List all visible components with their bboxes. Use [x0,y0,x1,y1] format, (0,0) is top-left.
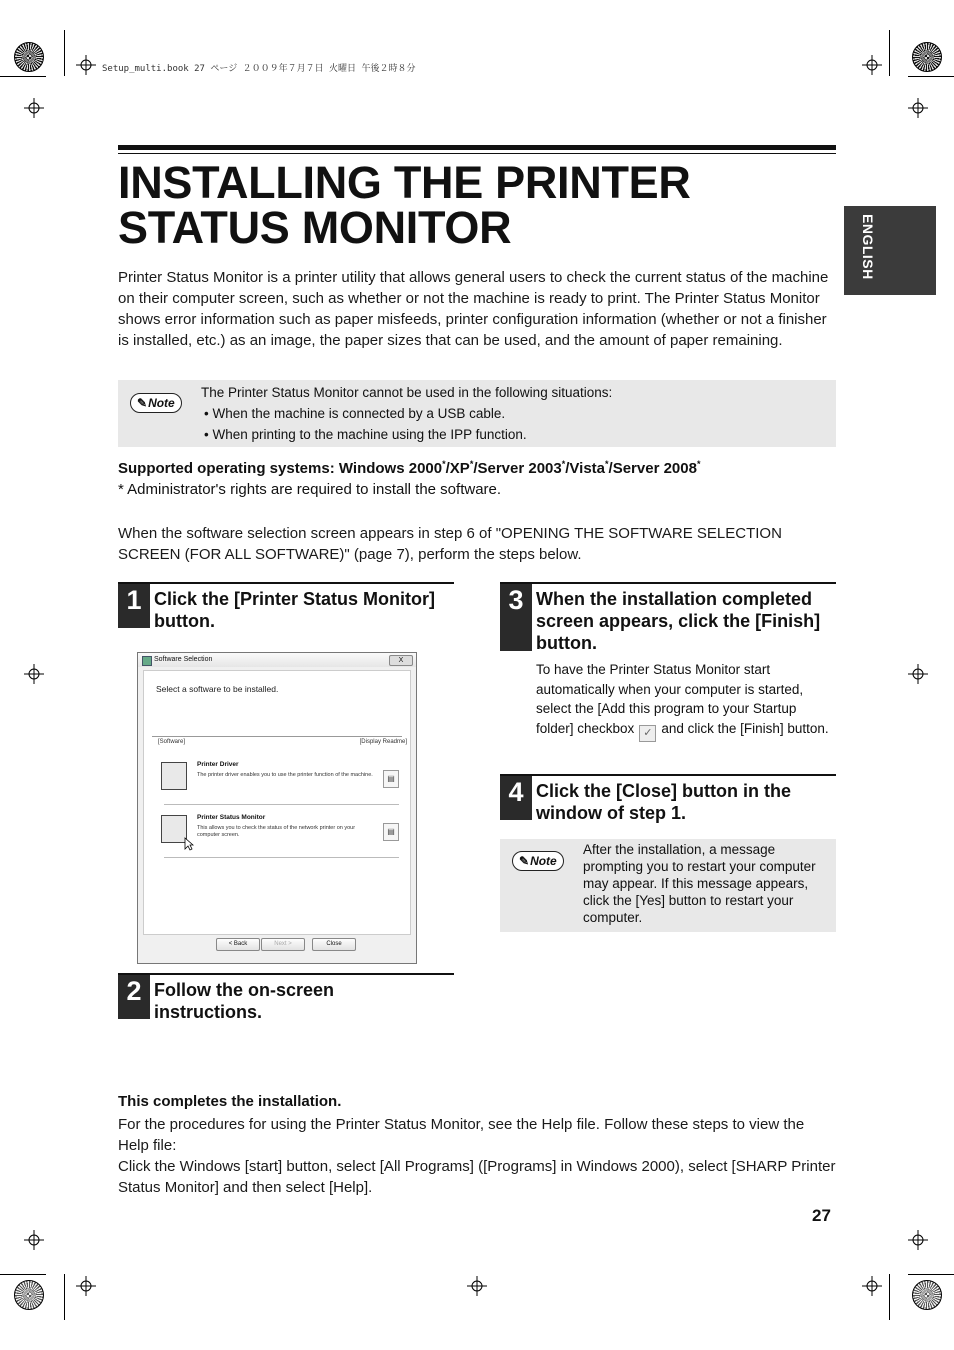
registration-cross-icon [24,98,44,118]
note-badge [130,393,182,413]
book-header-stamp: Setup_multi.book 27 ページ ２００９年７月７日 火曜日 午後２時８分 [102,64,416,74]
divider [152,736,402,737]
note-list [201,403,612,445]
help-paragraph-1: For the procedures for using the Printer Status Monitor, see the Help file. Follow these steps to view the Help file: [118,1116,805,1154]
back-button[interactable]: < Back [216,938,260,951]
registration-cross-icon [24,1230,44,1250]
software-selection-dialog [137,652,417,964]
registration-cross-icon [24,664,44,684]
program-name[interactable]: Printer Driver [197,761,239,768]
step-rule [500,774,836,776]
program-name[interactable]: Printer Status Monitor [197,814,266,821]
list-item: • When printing to the machine using the IPP function. [204,427,527,442]
dialog-title: Software Selection [154,656,213,663]
mouse-pointer-icon [184,837,194,851]
note-badge-label: Note [148,396,175,410]
step-number-4: 4 [500,776,532,820]
registration-cross-icon [908,1230,928,1250]
step-number-3: 3 [500,584,532,651]
note-content: After the installation, a message prompting you to restart your computer may appear. If this message appears, click the [Yes] button to restart your computer. [583,842,816,925]
help-paragraph-2: Click the Windows [start] button, select [All Programs] ([Programs] in Windows 2000), select [SHARP Printer Status Monitor] and then select [Help]. [118,1158,836,1196]
registration-cross-icon [76,55,96,75]
registration-dial-bottom-right [912,1280,942,1310]
software-column-label: [Software] [158,739,186,745]
language-tab-label: ENGLISH [860,214,876,280]
readme-document-icon[interactable]: ▤ [383,770,399,788]
admin-rights-note: * Administrator's rights are required to install the software. [118,481,502,498]
title-rule-thin [118,153,836,154]
page-number: 27 [812,1206,831,1225]
close-icon[interactable]: X [389,655,413,666]
step-number-2: 2 [118,975,150,1019]
note-content [201,382,612,445]
registration-dial-bottom-left [14,1280,44,1310]
step-rule [118,973,454,975]
registration-dial-top-left [14,42,44,72]
pencil-icon: ✎ [137,396,148,410]
completion-heading: This completes the installation. [118,1093,342,1110]
step-4-heading: Click the [Close] button in the window of step 1. [536,781,791,823]
printer-driver-icon[interactable] [161,762,187,790]
next-button[interactable]: Next > [261,938,305,951]
readme-column-label: [Display Readme] [359,739,407,745]
note-badge [512,851,564,871]
step-rule [118,582,454,584]
step-rule [500,582,836,584]
pencil-icon: ✎ [519,854,530,868]
dialog-titlebar [138,653,416,667]
when-paragraph: When the software selection screen appears in step 6 of "OPENING THE SOFTWARE SELECTION SCREEN (FOR ALL SOFTWARE)" (page 7), perform the steps below. [118,525,782,563]
title-rule-thick [118,145,836,150]
program-description: The printer driver enables you to use the printer function of the machine. [197,772,373,778]
note-box-situations [118,380,836,447]
list-item: • When the machine is connected by a USB cable. [204,406,506,421]
registration-cross-icon [467,1276,487,1296]
dialog-body [143,670,411,935]
dialog-prompt: Select a software to be installed. [156,684,279,694]
note-badge-label: Note [530,854,557,868]
note-lead: The Printer Status Monitor cannot be used in the following situations: [201,385,613,400]
step-number-1: 1 [118,584,150,628]
registration-cross-icon [862,55,882,75]
step-3-heading: When the installation completed screen appears, click the [Finish] button. [536,589,821,653]
program-description: This allows you to check the status of the network printer on your computer screen. [197,825,356,838]
registration-dial-top-right [912,42,942,72]
app-icon [142,656,152,666]
divider [164,804,399,805]
checkbox-icon: ✓ [639,725,656,742]
close-button[interactable]: Close [312,938,356,951]
divider [164,857,399,858]
readme-document-icon[interactable]: ▤ [383,823,399,841]
registration-cross-icon [908,98,928,118]
language-tab [844,206,936,295]
registration-cross-icon [862,1276,882,1296]
intro-paragraph: Printer Status Monitor is a printer utility that allows general users to check the current status of the machine on their computer screen, such as whether or not the machine is ready to print. The Printer Status Monitor shows error information such as paper misfeeds, printer configuration information (whether or not a finisher is installed, etc.) as an image, the paper sizes that can be used, and the amount of paper remaining. [118,269,829,349]
step-2-heading: Follow the on-screen instructions. [154,980,335,1022]
note-box-restart [500,839,836,932]
help-instructions [118,1114,838,1198]
supported-os-line: Supported operating systems: Windows 2000*/XP*/Server 2003*/Vista*/Server 2008* [118,459,701,477]
registration-cross-icon [76,1276,96,1296]
registration-cross-icon [908,664,928,684]
step-3-body: To have the Printer Status Monitor start automatically when your computer is started, select the [Add this program to your Startup folder] checkbox ✓ and click the [Finish] button. [536,660,834,742]
step-1-heading: Click the [Printer Status Monitor] button. [154,589,436,631]
page-title: INSTALLING THE PRINTER STATUS MONITOR [118,157,691,253]
